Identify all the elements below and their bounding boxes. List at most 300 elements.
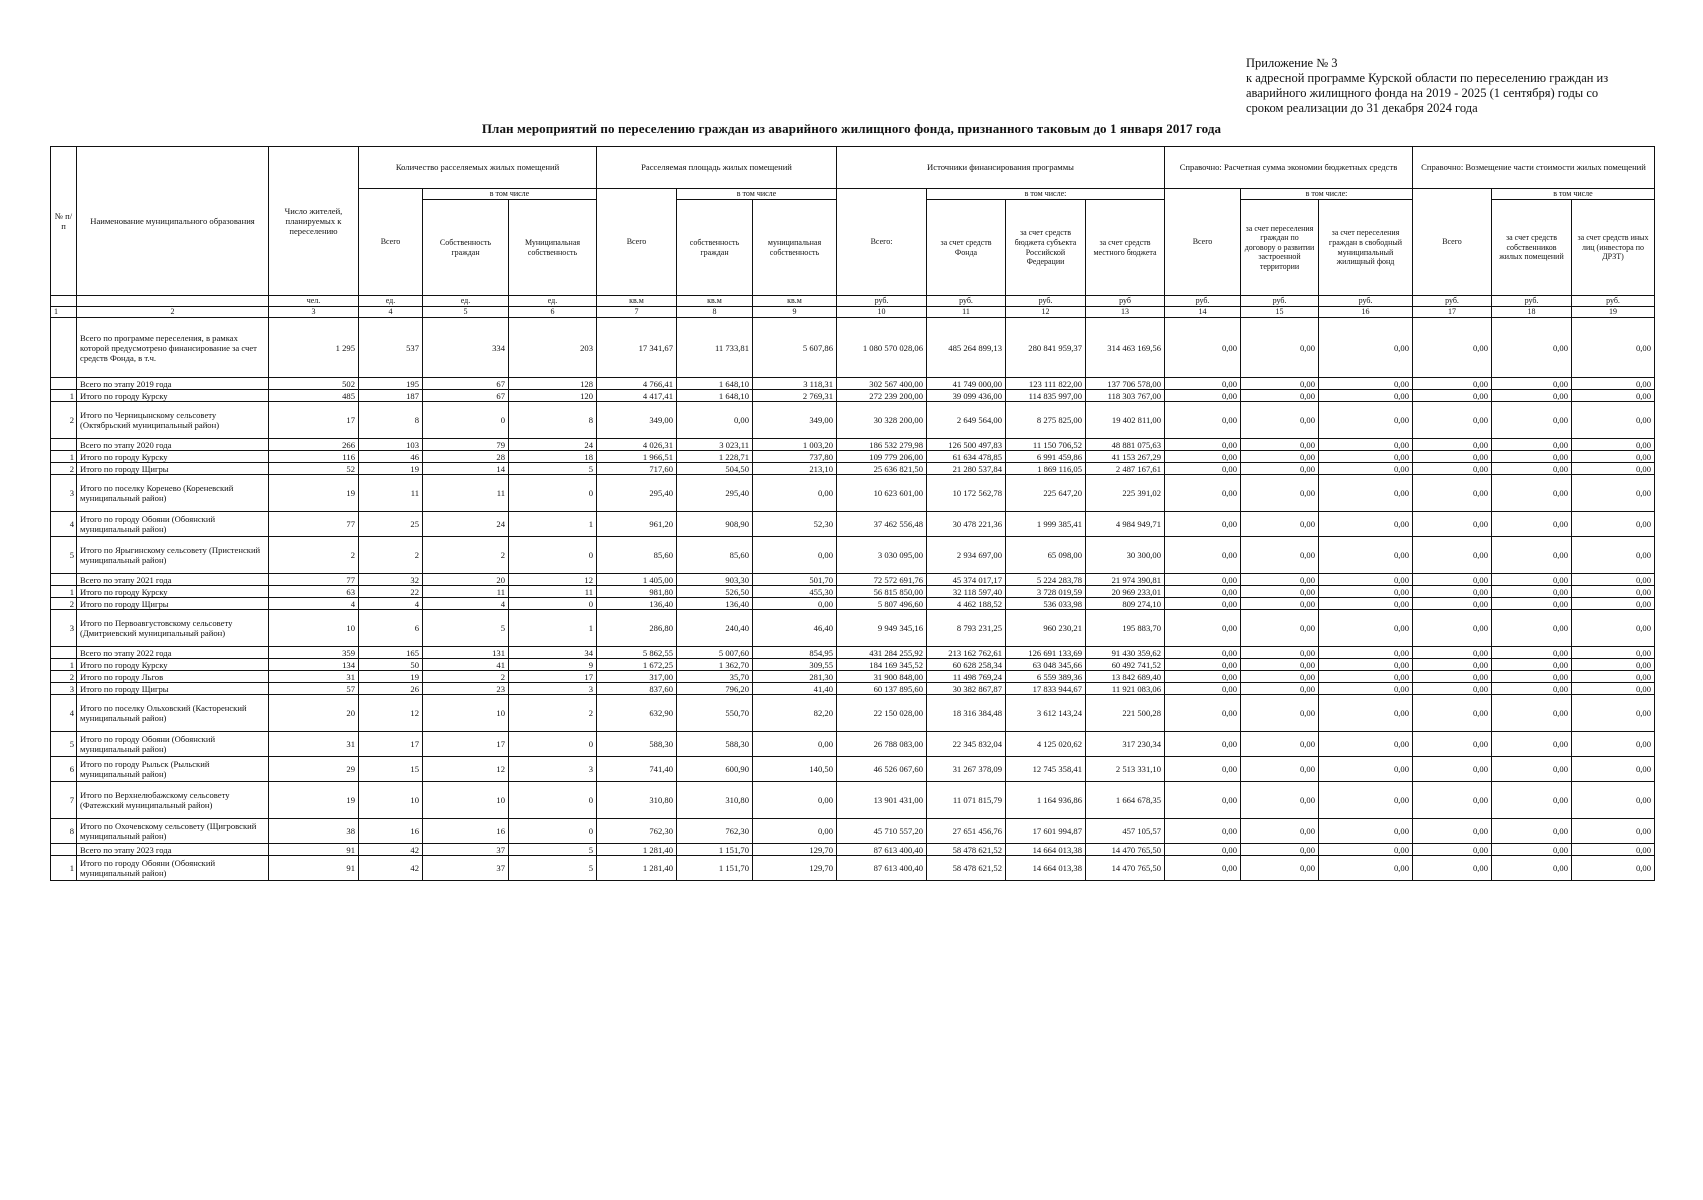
row-number: 4 — [51, 512, 77, 537]
value-cell: 0 — [509, 537, 597, 574]
municipality-name: Итого по городу Щигры — [77, 463, 269, 475]
value-cell: 903,30 — [677, 574, 753, 586]
value-cell: 309,55 — [753, 659, 837, 671]
value-cell: 0,00 — [1165, 475, 1241, 512]
value-cell: 588,30 — [597, 732, 677, 757]
value-cell: 0,00 — [1572, 732, 1655, 757]
value-cell: 0,00 — [1241, 659, 1319, 671]
value-cell: 58 478 621,52 — [927, 844, 1006, 856]
unit-cell: чел. — [269, 296, 359, 307]
value-cell: 0,00 — [1165, 451, 1241, 463]
table-row — [51, 537, 1655, 574]
value-cell: 31 267 378,09 — [927, 757, 1006, 782]
column-number-cell: 19 — [1572, 307, 1655, 318]
value-cell: 0,00 — [1241, 757, 1319, 782]
value-cell: 0,00 — [1319, 402, 1413, 439]
value-cell: 0,00 — [1241, 318, 1319, 378]
header-group-economy: Справочно: Расчетная сумма экономии бюджетных средств — [1165, 147, 1413, 189]
value-cell: 11 — [359, 475, 423, 512]
value-cell: 85,60 — [677, 537, 753, 574]
value-cell: 19 — [269, 782, 359, 819]
row-number: 1 — [51, 856, 77, 881]
value-cell: 1 281,40 — [597, 844, 677, 856]
value-cell: 14 470 765,50 — [1086, 844, 1165, 856]
value-cell: 295,40 — [677, 475, 753, 512]
value-cell: 1 — [509, 512, 597, 537]
value-cell: 123 111 822,00 — [1006, 378, 1086, 390]
value-cell: 0,00 — [1165, 537, 1241, 574]
value-cell: 0,00 — [1413, 598, 1492, 610]
value-cell: 0,00 — [1241, 537, 1319, 574]
value-cell: 91 — [269, 856, 359, 881]
value-cell: 280 841 959,37 — [1006, 318, 1086, 378]
value-cell: 14 664 013,38 — [1006, 844, 1086, 856]
value-cell: 0,00 — [753, 732, 837, 757]
municipality-name: Итого по городу Обояни (Обоянский муниципальный район) — [77, 732, 269, 757]
value-cell: 0,00 — [1492, 463, 1572, 475]
value-cell: 0,00 — [1241, 598, 1319, 610]
value-cell: 32 118 597,40 — [927, 586, 1006, 598]
value-cell: 0,00 — [753, 819, 837, 844]
unit-cell: кв.м — [677, 296, 753, 307]
value-cell: 266 — [269, 439, 359, 451]
value-cell: 25 — [359, 512, 423, 537]
value-cell: 837,60 — [597, 683, 677, 695]
value-cell: 2 — [423, 537, 509, 574]
value-cell: 87 613 400,40 — [837, 844, 927, 856]
value-cell: 10 — [423, 782, 509, 819]
column-number-cell: 18 — [1492, 307, 1572, 318]
value-cell: 12 — [359, 695, 423, 732]
municipality-name: Всего по программе переселения, в рамках которой предусмотрено финансирование за счет средств Фонда, в т.ч. — [77, 318, 269, 378]
value-cell: 35,70 — [677, 671, 753, 683]
table-row — [51, 856, 1655, 881]
municipality-name: Итого по городу Обояни (Обоянский муниципальный район) — [77, 856, 269, 881]
header-econ-total: Всего — [1165, 189, 1241, 296]
value-cell: 526,50 — [677, 586, 753, 598]
column-number-cell: 7 — [597, 307, 677, 318]
value-cell: 65 098,00 — [1006, 537, 1086, 574]
value-cell: 4 — [359, 598, 423, 610]
table-row — [51, 610, 1655, 647]
value-cell: 1 664 678,35 — [1086, 782, 1165, 819]
table-row — [51, 757, 1655, 782]
header-fin-incl: в том числе: — [927, 189, 1165, 200]
municipality-name: Итого по городу Обояни (Обоянский муниципальный район) — [77, 512, 269, 537]
value-cell: 310,80 — [677, 782, 753, 819]
table-row — [51, 512, 1655, 537]
value-cell: 18 — [509, 451, 597, 463]
table-row — [51, 463, 1655, 475]
unit-cell: руб. — [1165, 296, 1241, 307]
header-group-financing: Источники финансирования программы — [837, 147, 1165, 189]
value-cell: 45 710 557,20 — [837, 819, 927, 844]
value-cell: 0,00 — [1241, 512, 1319, 537]
value-cell: 5 607,86 — [753, 318, 837, 378]
value-cell: 0,00 — [1492, 574, 1572, 586]
row-number: 1 — [51, 451, 77, 463]
value-cell: 0,00 — [1572, 402, 1655, 439]
value-cell: 0 — [509, 819, 597, 844]
table-row — [51, 844, 1655, 856]
value-cell: 0,00 — [1319, 439, 1413, 451]
value-cell: 0,00 — [1413, 537, 1492, 574]
value-cell: 0,00 — [1165, 463, 1241, 475]
table-row — [51, 671, 1655, 683]
value-cell: 588,30 — [677, 732, 753, 757]
units-row — [51, 296, 1655, 307]
value-cell: 317,00 — [597, 671, 677, 683]
value-cell: 0,00 — [1165, 659, 1241, 671]
value-cell: 137 706 578,00 — [1086, 378, 1165, 390]
value-cell: 126 691 133,69 — [1006, 647, 1086, 659]
value-cell: 0,00 — [1492, 610, 1572, 647]
value-cell: 118 303 767,00 — [1086, 390, 1165, 402]
value-cell: 0 — [509, 598, 597, 610]
value-cell: 1 151,70 — [677, 856, 753, 881]
value-cell: 17 — [509, 671, 597, 683]
header-municipal: Муниципальная собственность — [509, 200, 597, 296]
value-cell: 42 — [359, 844, 423, 856]
value-cell: 20 — [423, 574, 509, 586]
value-cell: 0,00 — [1241, 819, 1319, 844]
value-cell: 120 — [509, 390, 597, 402]
value-cell: 5 — [509, 463, 597, 475]
value-cell: 0,00 — [1241, 782, 1319, 819]
value-cell: 28 — [423, 451, 509, 463]
value-cell: 67 — [423, 378, 509, 390]
value-cell: 1 281,40 — [597, 856, 677, 881]
value-cell: 0,00 — [1165, 695, 1241, 732]
value-cell: 82,20 — [753, 695, 837, 732]
value-cell: 140,50 — [753, 757, 837, 782]
value-cell: 0,00 — [1319, 598, 1413, 610]
value-cell: 0,00 — [1492, 683, 1572, 695]
unit-cell: ед. — [509, 296, 597, 307]
value-cell: 0,00 — [1165, 782, 1241, 819]
table-row — [51, 598, 1655, 610]
value-cell: 0,00 — [1241, 390, 1319, 402]
table-row — [51, 318, 1655, 378]
table-row — [51, 732, 1655, 757]
value-cell: 42 — [359, 856, 423, 881]
value-cell: 129,70 — [753, 856, 837, 881]
value-cell: 0,00 — [1572, 475, 1655, 512]
value-cell: 0,00 — [1413, 574, 1492, 586]
value-cell: 0,00 — [1572, 757, 1655, 782]
value-cell: 3 118,31 — [753, 378, 837, 390]
value-cell: 0,00 — [1572, 390, 1655, 402]
header-group-compensation: Справочно: Возмещение части стоимости жилых помещений — [1413, 147, 1655, 189]
value-cell: 0,00 — [753, 475, 837, 512]
unit-cell: руб. — [1492, 296, 1572, 307]
header-count-total: Всего — [359, 189, 423, 296]
table-row — [51, 659, 1655, 671]
value-cell: 31 — [269, 671, 359, 683]
value-cell: 0,00 — [1241, 378, 1319, 390]
header-name: Наименование муниципального образования — [77, 147, 269, 296]
row-number: 1 — [51, 586, 77, 598]
value-cell: 0,00 — [1241, 671, 1319, 683]
unit-cell: руб. — [927, 296, 1006, 307]
column-number-cell: 4 — [359, 307, 423, 318]
value-cell: 31 900 848,00 — [837, 671, 927, 683]
header-comp-total: Всего — [1413, 189, 1492, 296]
value-cell: 0,00 — [1492, 475, 1572, 512]
municipality-name: Итого по городу Курску — [77, 659, 269, 671]
value-cell: 240,40 — [677, 610, 753, 647]
value-cell: 87 613 400,40 — [837, 856, 927, 881]
value-cell: 1 648,10 — [677, 390, 753, 402]
value-cell: 41,40 — [753, 683, 837, 695]
value-cell: 221 500,28 — [1086, 695, 1165, 732]
header-area-total: Всего — [597, 189, 677, 296]
municipality-name: Всего по этапу 2019 года — [77, 378, 269, 390]
value-cell: 981,80 — [597, 586, 677, 598]
value-cell: 22 150 028,00 — [837, 695, 927, 732]
value-cell: 0,00 — [1572, 683, 1655, 695]
table-row — [51, 683, 1655, 695]
header-econ-municipal-fund: за счет переселения граждан в свободный муниципальный жилищный фонд — [1319, 200, 1413, 296]
table-row — [51, 390, 1655, 402]
value-cell: 0,00 — [1165, 732, 1241, 757]
value-cell: 0,00 — [1572, 463, 1655, 475]
unit-cell: ед. — [359, 296, 423, 307]
value-cell: 77 — [269, 512, 359, 537]
value-cell: 0,00 — [1413, 439, 1492, 451]
value-cell: 13 842 689,40 — [1086, 671, 1165, 683]
value-cell: 0,00 — [1165, 671, 1241, 683]
value-cell: 19 — [359, 671, 423, 683]
municipality-name: Итого по городу Щигры — [77, 683, 269, 695]
value-cell: 349,00 — [597, 402, 677, 439]
value-cell: 26 788 083,00 — [837, 732, 927, 757]
value-cell: 46 — [359, 451, 423, 463]
value-cell: 11 071 815,79 — [927, 782, 1006, 819]
value-cell: 8 — [359, 402, 423, 439]
value-cell: 0,00 — [1492, 659, 1572, 671]
value-cell: 11 498 769,24 — [927, 671, 1006, 683]
value-cell: 3 — [509, 757, 597, 782]
value-cell: 0 — [423, 402, 509, 439]
value-cell: 4 766,41 — [597, 378, 677, 390]
value-cell: 6 991 459,86 — [1006, 451, 1086, 463]
value-cell: 0,00 — [1165, 598, 1241, 610]
value-cell: 0,00 — [1413, 671, 1492, 683]
value-cell: 184 169 345,52 — [837, 659, 927, 671]
value-cell: 0,00 — [1413, 695, 1492, 732]
value-cell: 5 — [509, 856, 597, 881]
municipality-name: Итого по городу Курску — [77, 586, 269, 598]
column-number-cell: 1 — [51, 307, 77, 318]
municipality-name: Итого по городу Рыльск (Рыльский муниципальный район) — [77, 757, 269, 782]
header-comp-incl: в том числе — [1492, 189, 1655, 200]
unit-cell: руб. — [1572, 296, 1655, 307]
value-cell: 0,00 — [1165, 378, 1241, 390]
value-cell: 961,20 — [597, 512, 677, 537]
value-cell: 2 — [269, 537, 359, 574]
value-cell: 0,00 — [1413, 659, 1492, 671]
header-comp-owners: за счет средств собственников жилых помещений — [1492, 200, 1572, 296]
value-cell: 3 030 095,00 — [837, 537, 927, 574]
value-cell: 11 150 706,52 — [1006, 439, 1086, 451]
value-cell: 0,00 — [1165, 819, 1241, 844]
value-cell: 0,00 — [1241, 844, 1319, 856]
value-cell: 4 026,31 — [597, 439, 677, 451]
document-title: План мероприятий по переселению граждан из аварийного жилищного фонда, признанного таковым до 1 января 2017 года — [481, 121, 1222, 136]
value-cell: 0,00 — [1319, 586, 1413, 598]
value-cell: 737,80 — [753, 451, 837, 463]
value-cell: 109 779 206,00 — [837, 451, 927, 463]
value-cell: 195 — [359, 378, 423, 390]
value-cell: 1 672,25 — [597, 659, 677, 671]
value-cell: 0,00 — [1413, 390, 1492, 402]
value-cell: 14 — [423, 463, 509, 475]
value-cell: 2 649 564,00 — [927, 402, 1006, 439]
value-cell: 0,00 — [1572, 512, 1655, 537]
value-cell: 0,00 — [1241, 439, 1319, 451]
value-cell: 9 949 345,16 — [837, 610, 927, 647]
value-cell: 72 572 691,76 — [837, 574, 927, 586]
value-cell: 0,00 — [1413, 586, 1492, 598]
row-number — [51, 844, 77, 856]
value-cell: 537 — [359, 318, 423, 378]
value-cell: 4 — [423, 598, 509, 610]
value-cell: 0,00 — [1413, 402, 1492, 439]
value-cell: 11 921 083,06 — [1086, 683, 1165, 695]
header-area-municipal: муниципальная собственность — [753, 200, 837, 296]
row-number: 2 — [51, 671, 77, 683]
value-cell: 0,00 — [1319, 757, 1413, 782]
value-cell: 0,00 — [1241, 610, 1319, 647]
value-cell: 908,90 — [677, 512, 753, 537]
value-cell: 0,00 — [1319, 610, 1413, 647]
value-cell: 796,20 — [677, 683, 753, 695]
unit-cell: руб — [1086, 296, 1165, 307]
value-cell: 0,00 — [1572, 318, 1655, 378]
municipality-name: Итого по Первоавгустовскому сельсовету (Дмитриевский муниципальный район) — [77, 610, 269, 647]
value-cell: 0,00 — [1492, 439, 1572, 451]
column-number-cell: 8 — [677, 307, 753, 318]
municipality-name: Итого по Верхнелюбажскому сельсовету (Фатежский муниципальный район) — [77, 782, 269, 819]
value-cell: 457 105,57 — [1086, 819, 1165, 844]
table-row — [51, 586, 1655, 598]
value-cell: 431 284 255,92 — [837, 647, 927, 659]
municipality-name: Итого по Ярыгинскому сельсовету (Пристенский муниципальный район) — [77, 537, 269, 574]
value-cell: 359 — [269, 647, 359, 659]
value-cell: 0,00 — [677, 402, 753, 439]
value-cell: 10 — [269, 610, 359, 647]
value-cell: 854,95 — [753, 647, 837, 659]
value-cell: 11 733,81 — [677, 318, 753, 378]
row-number: 5 — [51, 537, 77, 574]
value-cell: 0,00 — [1241, 475, 1319, 512]
value-cell: 0,00 — [1572, 610, 1655, 647]
value-cell: 0,00 — [1319, 390, 1413, 402]
row-number: 1 — [51, 659, 77, 671]
value-cell: 0,00 — [1319, 451, 1413, 463]
value-cell: 203 — [509, 318, 597, 378]
table-row — [51, 439, 1655, 451]
value-cell: 0,00 — [1165, 757, 1241, 782]
value-cell: 15 — [359, 757, 423, 782]
value-cell: 134 — [269, 659, 359, 671]
value-cell: 32 — [359, 574, 423, 586]
value-cell: 37 — [423, 844, 509, 856]
value-cell: 14 664 013,38 — [1006, 856, 1086, 881]
value-cell: 0,00 — [1413, 856, 1492, 881]
value-cell: 58 478 621,52 — [927, 856, 1006, 881]
value-cell: 45 374 017,17 — [927, 574, 1006, 586]
column-number-cell: 16 — [1319, 307, 1413, 318]
value-cell: 213 162 762,61 — [927, 647, 1006, 659]
value-cell: 717,60 — [597, 463, 677, 475]
value-cell: 34 — [509, 647, 597, 659]
row-number — [51, 647, 77, 659]
value-cell: 30 478 221,36 — [927, 512, 1006, 537]
municipality-name: Итого по городу Курску — [77, 390, 269, 402]
value-cell: 0,00 — [1165, 647, 1241, 659]
value-cell: 0,00 — [1492, 647, 1572, 659]
value-cell: 0,00 — [1241, 647, 1319, 659]
table-row — [51, 647, 1655, 659]
value-cell: 0,00 — [1241, 463, 1319, 475]
municipality-name: Итого по поселку Коренево (Кореневский муниципальный район) — [77, 475, 269, 512]
value-cell: 16 — [359, 819, 423, 844]
value-cell: 114 835 997,00 — [1006, 390, 1086, 402]
value-cell: 165 — [359, 647, 423, 659]
value-cell: 0,00 — [1572, 819, 1655, 844]
value-cell: 314 463 169,56 — [1086, 318, 1165, 378]
value-cell: 16 — [423, 819, 509, 844]
value-cell: 536 033,98 — [1006, 598, 1086, 610]
value-cell: 1 295 — [269, 318, 359, 378]
header-fin-total: Всего: — [837, 189, 927, 296]
value-cell: 31 — [269, 732, 359, 757]
value-cell: 1 — [509, 610, 597, 647]
value-cell: 504,50 — [677, 463, 753, 475]
municipality-name: Итого по городу Курску — [77, 451, 269, 463]
row-number — [51, 439, 77, 451]
value-cell: 960 230,21 — [1006, 610, 1086, 647]
value-cell: 41 — [423, 659, 509, 671]
value-cell: 17 341,67 — [597, 318, 677, 378]
unit-cell: руб. — [1319, 296, 1413, 307]
value-cell: 56 815 850,00 — [837, 586, 927, 598]
value-cell: 0,00 — [1319, 463, 1413, 475]
municipality-name: Итого по городу Льгов — [77, 671, 269, 683]
value-cell: 317 230,34 — [1086, 732, 1165, 757]
row-number — [51, 574, 77, 586]
value-cell: 126 500 497,83 — [927, 439, 1006, 451]
column-number-cell: 14 — [1165, 307, 1241, 318]
municipality-name: Итого по Черницынскому сельсовету (Октябрьский муниципальный район) — [77, 402, 269, 439]
value-cell: 60 628 258,34 — [927, 659, 1006, 671]
municipality-name: Итого по поселку Ольховский (Касторенский муниципальный район) — [77, 695, 269, 732]
header-own-citizens: Собственность граждан — [423, 200, 509, 296]
value-cell: 5 862,55 — [597, 647, 677, 659]
value-cell: 8 275 825,00 — [1006, 402, 1086, 439]
value-cell: 14 470 765,50 — [1086, 856, 1165, 881]
value-cell: 3 728 019,59 — [1006, 586, 1086, 598]
value-cell: 485 — [269, 390, 359, 402]
table-body — [51, 318, 1655, 881]
row-number: 3 — [51, 475, 77, 512]
value-cell: 63 — [269, 586, 359, 598]
value-cell: 0,00 — [1413, 512, 1492, 537]
header-area-incl: в том числе — [677, 189, 837, 200]
value-cell: 0,00 — [1572, 451, 1655, 463]
